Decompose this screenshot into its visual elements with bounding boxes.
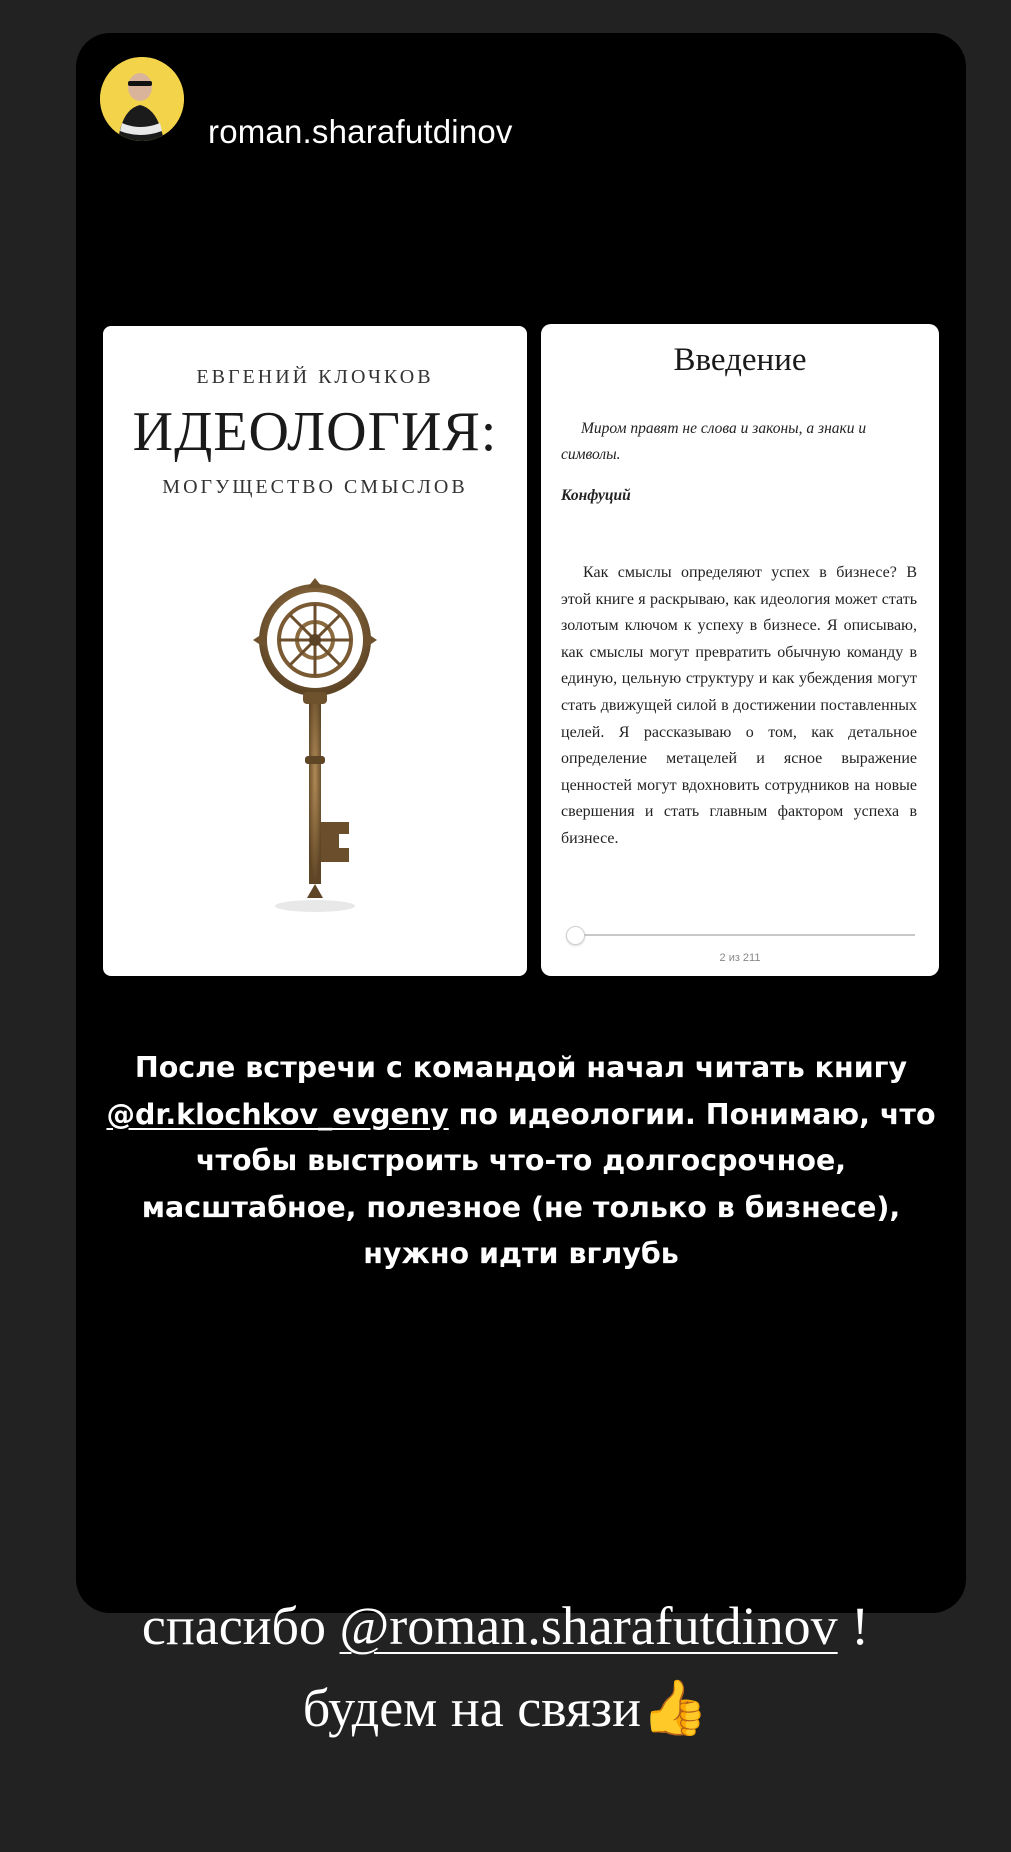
story-username[interactable]: roman.sharafutdinov bbox=[208, 113, 513, 150]
page-heading: Введение bbox=[673, 342, 807, 378]
cover-subtitle: МОГУЩЕСТВО СМЫСЛОВ bbox=[162, 476, 468, 498]
page-epigraph-author: Конфуций bbox=[561, 487, 631, 504]
reply-text-after: ! bbox=[837, 1596, 870, 1656]
cover-author: ЕВГЕНИЙ КЛОЧКОВ bbox=[196, 366, 434, 388]
caption-text-before: После встречи с командой начал читать книгу bbox=[134, 1051, 908, 1084]
cover-title: ИДЕОЛОГИЯ: bbox=[132, 401, 498, 463]
page-body-text: Как смыслы определяют успех в бизнесе? В этой книге я раскрываю, как идеология может стать золотым ключом к успеху в бизнесе. Я описываю, как смыслы могут превратить обычную команду в единую, цельную структуру и как убеждения могут стать движущей силой в достижении поставленных целей. Я рассказываю о том, как детальное определение метацелей и ясное выражение ценностей могут вдохновить сотрудников на новые свершения и стать главным фактором успеха в бизнесе. bbox=[561, 564, 917, 847]
reply-text-second-line: будем на связи👍 bbox=[302, 1678, 709, 1738]
avatar[interactable] bbox=[100, 57, 184, 141]
book-cover bbox=[103, 326, 527, 976]
page-progress-knob[interactable] bbox=[566, 926, 585, 945]
caption-mention[interactable]: @dr.klochkov_evgeny bbox=[106, 1097, 449, 1131]
page-indicator: 2 из 211 bbox=[719, 952, 761, 964]
reply-text bbox=[0, 1585, 1011, 1749]
page-epigraph: Миром правят не слова и законы, а знаки и символы. bbox=[561, 420, 867, 463]
reply-text-before: спасибо bbox=[141, 1596, 340, 1656]
reply-mention[interactable]: @roman.sharafutdinov bbox=[339, 1596, 838, 1656]
book-page bbox=[541, 324, 939, 976]
story-caption bbox=[96, 1045, 946, 1278]
person-avatar-icon bbox=[100, 57, 184, 141]
caption-text-after: по идеологии. Понимаю, что чтобы выстроить что-то долгосрочное, масштабное, полезное (не только в бизнесе), нужно идти вглубь bbox=[141, 1097, 936, 1270]
key-icon bbox=[233, 576, 397, 916]
page-progress-track[interactable] bbox=[571, 934, 915, 936]
